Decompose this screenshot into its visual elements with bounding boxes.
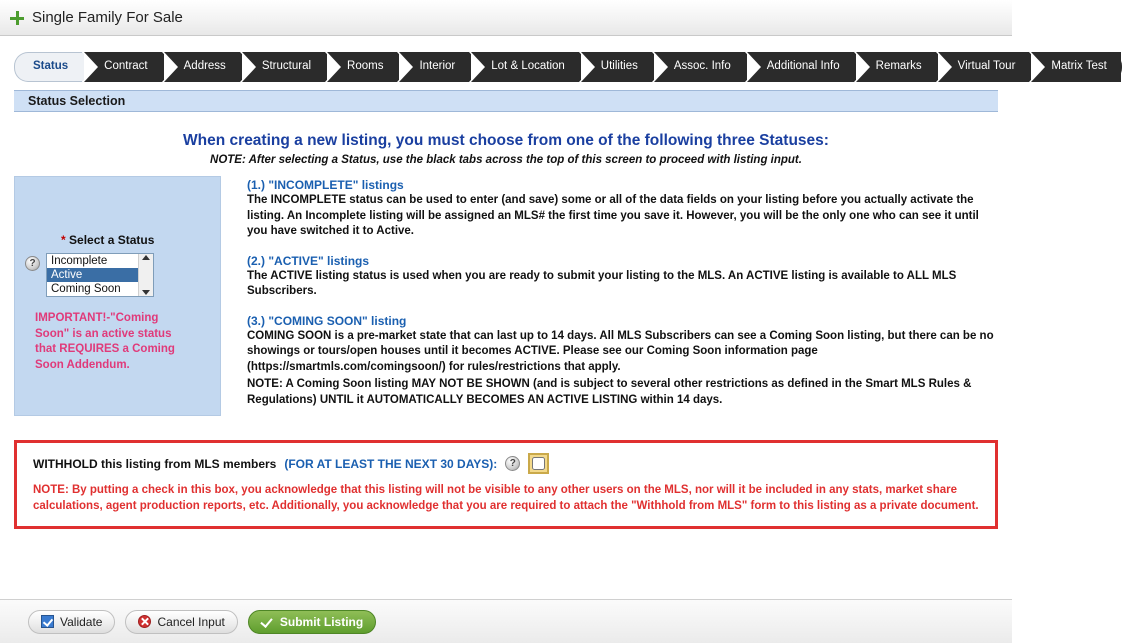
tab-label: Contract xyxy=(104,60,148,73)
tab-virtual-tour[interactable] xyxy=(938,52,1030,82)
tab-additional-info[interactable] xyxy=(747,52,854,82)
description-red-note: NOTE: A Coming Soon listing MAY NOT BE SHOWN (and is subject to several other restrictions as defined in the Smart MLS Rules & Regulations) UNTIL it AUTOMATICALLY BECOMES AN ACTIVE LISTING within 14 days. xyxy=(247,378,972,406)
tab-interior[interactable] xyxy=(399,52,469,82)
important-note: IMPORTANT!-"Coming Soon" is an active status that REQUIRES a Coming Soon Addendum. xyxy=(35,312,175,371)
withhold-listing-box xyxy=(14,440,998,529)
submit-listing-button[interactable] xyxy=(248,610,376,634)
withhold-checkbox-wrapper[interactable] xyxy=(528,453,549,474)
cancel-input-button[interactable] xyxy=(125,610,237,634)
tab-label: Address xyxy=(183,60,226,73)
chevron-down-icon[interactable] xyxy=(142,290,150,295)
tab-rooms[interactable] xyxy=(327,52,397,82)
tab-label: Interior xyxy=(419,60,456,73)
tab-label: Remarks xyxy=(875,60,922,73)
description-coming-soon xyxy=(247,314,998,409)
description-active xyxy=(247,254,998,300)
status-option-active[interactable]: Active xyxy=(47,268,138,282)
help-icon[interactable]: ? xyxy=(505,456,520,471)
cancel-label: Cancel Input xyxy=(157,614,225,629)
description-title: (2.) "ACTIVE" listings xyxy=(247,253,370,268)
tab-contract[interactable] xyxy=(84,52,161,82)
status-select-panel xyxy=(14,176,221,416)
tab-label: Virtual Tour xyxy=(957,60,1016,73)
withhold-duration: (FOR AT LEAST THE NEXT 30 DAYS): xyxy=(284,456,498,471)
submit-label: Submit Listing xyxy=(279,614,364,629)
tab-address[interactable] xyxy=(164,52,240,82)
description-body: The ACTIVE listing status is used when you are ready to submit your listing to the MLS. An ACTIVE listing is available to ALL MLS Subscribers. xyxy=(247,269,957,298)
status-option-coming-soon[interactable]: Coming Soon xyxy=(51,283,121,295)
tab-remarks[interactable] xyxy=(856,52,936,82)
validate-label: Validate xyxy=(60,614,103,629)
tab-label: Lot & Location xyxy=(491,60,565,73)
select-status-label xyxy=(25,233,210,247)
description-body: The INCOMPLETE status can be used to enter (and save) some or all of the data fields on your listing before you actually activate the listing. An Incomplete listing will be assigned an MLS# the first time you save it. However, you will be the only one who can see it until you have switched it to Active. xyxy=(247,194,979,238)
validate-button[interactable] xyxy=(28,610,115,634)
tab-lot-and-location[interactable] xyxy=(471,52,579,82)
description-body: COMING SOON is a pre-market state that can last up to 14 days. All MLS Subscribers can see a Coming Soon listing, but there can be no showings or tours/open houses until it becomes ACTIVE. Please see our Coming Soon information page (https://smartmls.com/comingsoon/) for rules/restrictions that apply. xyxy=(247,329,994,373)
tab-label: Additional Info xyxy=(766,60,840,73)
status-listbox[interactable] xyxy=(46,253,154,297)
withhold-checkbox[interactable] xyxy=(532,457,545,470)
sub-note: NOTE: After selecting a Status, use the black tabs across the top of this screen to proceed with listing input. xyxy=(210,154,802,166)
tab-strip xyxy=(14,52,1107,82)
tab-label: Matrix Test xyxy=(1051,60,1107,73)
required-marker: * xyxy=(61,233,66,247)
close-icon xyxy=(138,615,151,628)
listbox-scrollbar[interactable] xyxy=(138,254,153,296)
headline: When creating a new listing, you must choose from one of the following three Statuses: xyxy=(183,132,829,149)
tab-label: Utilities xyxy=(600,60,638,73)
section-header: Status Selection xyxy=(14,90,998,112)
check-icon xyxy=(261,615,274,628)
page-title: Single Family For Sale xyxy=(32,9,183,26)
window-titlebar xyxy=(0,0,1012,36)
tab-label: Structural xyxy=(261,60,312,73)
description-title: (1.) "INCOMPLETE" listings xyxy=(247,178,404,192)
withhold-note: NOTE: By putting a check in this box, you acknowledge that this listing will not be visible to any other users on the MLS, nor will it be included in any stats, market share calculations, agent production reports, etc. Additionally, you acknowledge that you are required to attach the "Withhold from MLS" form to this listing as a private document. xyxy=(33,484,979,513)
description-incomplete xyxy=(247,178,998,240)
tab-label: Assoc. Info xyxy=(673,60,731,73)
status-selection-content xyxy=(14,112,998,422)
plus-icon xyxy=(10,11,24,25)
tab-assoc-info[interactable] xyxy=(654,52,745,82)
status-option-incomplete[interactable]: Incomplete xyxy=(51,255,108,267)
validate-icon xyxy=(41,615,54,628)
description-title: (3.) "COMING SOON" listing xyxy=(247,313,407,328)
tab-status[interactable] xyxy=(14,52,82,82)
tab-label: Rooms xyxy=(347,60,384,73)
tab-structural[interactable] xyxy=(242,52,325,82)
chevron-up-icon[interactable] xyxy=(142,255,150,260)
withhold-label-row xyxy=(33,453,983,474)
tab-matrix-test[interactable] xyxy=(1031,52,1120,82)
select-status-text: Select a Status xyxy=(69,233,155,247)
help-icon[interactable]: ? xyxy=(25,256,40,271)
tab-utilities[interactable] xyxy=(581,52,652,82)
action-footer xyxy=(0,599,1012,643)
withhold-label: WITHHOLD this listing from MLS members xyxy=(33,456,277,471)
tab-label: Status xyxy=(33,60,69,73)
status-descriptions xyxy=(221,176,998,422)
